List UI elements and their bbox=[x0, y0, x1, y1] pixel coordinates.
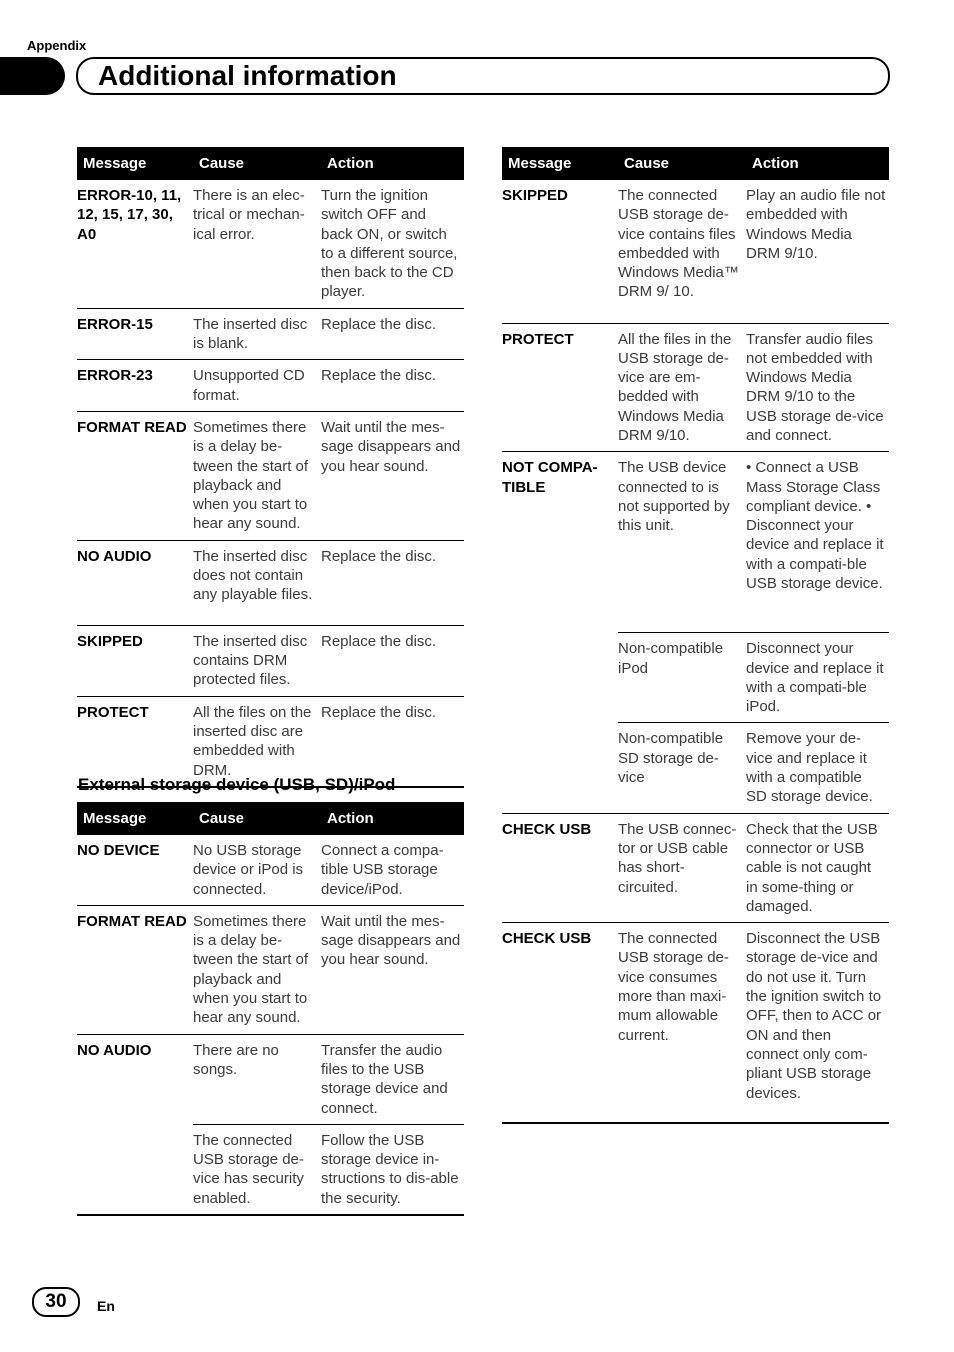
table-row bbox=[502, 723, 889, 813]
usb-section-heading: External storage device (USB, SD)/iPod bbox=[78, 775, 396, 794]
table-header-row bbox=[77, 147, 464, 180]
cell-action: Connect a compa-tible USB storage device/iPod. bbox=[321, 835, 464, 905]
cell-action: Replace the disc. bbox=[321, 625, 464, 696]
cell-message: NOT COMPA-TIBLE bbox=[502, 459, 598, 496]
cell-message: FORMAT READ bbox=[77, 905, 193, 1034]
table-row bbox=[77, 360, 464, 412]
title-bar bbox=[76, 57, 890, 95]
column-header-message: Message bbox=[502, 147, 618, 180]
cell-action: Transfer the audio files to the USB storage device and connect. bbox=[321, 1034, 464, 1124]
cell-cause: The inserted disc does not contain any playable files. bbox=[193, 540, 321, 625]
cell-message bbox=[77, 1124, 193, 1215]
section-label: Appendix bbox=[27, 38, 87, 53]
column-header-action: Action bbox=[321, 802, 464, 835]
table-row bbox=[502, 180, 889, 323]
table-row bbox=[77, 625, 464, 696]
disc-error-table bbox=[77, 147, 464, 788]
language-code: En bbox=[97, 1298, 115, 1314]
cell-message bbox=[502, 633, 618, 723]
usb-error-table bbox=[77, 802, 464, 1216]
column-header-action: Action bbox=[746, 147, 889, 180]
column-header-cause: Cause bbox=[193, 147, 321, 180]
table-row bbox=[77, 905, 464, 1034]
cell-action: Play an audio file not embedded with Windows Media DRM 9/10. bbox=[746, 180, 889, 323]
cell-action: Turn the ignition switch OFF and back ON, or switch to a different source, then back to the CD player. bbox=[321, 180, 464, 308]
cell-cause: The connected USB storage de-vice has security enabled. bbox=[193, 1124, 321, 1215]
cell-cause: The connected USB storage de-vice consumes more than maxi-mum allowable current. bbox=[618, 923, 746, 1123]
table-row bbox=[502, 813, 889, 922]
table-row bbox=[77, 540, 464, 625]
cell-action: Transfer audio files not embedded with Windows Media DRM 9/10 to the USB storage de-vice and connect. bbox=[746, 323, 889, 452]
cell-action: Replace the disc. bbox=[321, 540, 464, 625]
table-row bbox=[77, 180, 464, 308]
cell-action: Replace the disc. bbox=[321, 696, 464, 787]
cell-message: NO AUDIO bbox=[77, 540, 193, 625]
cell-cause: The connected USB storage de-vice contains files embedded with Windows Media™ DRM 9/ 10. bbox=[618, 180, 746, 323]
cell-message: PROTECT bbox=[502, 323, 618, 452]
table-row bbox=[77, 411, 464, 540]
table-row bbox=[77, 308, 464, 360]
cell-cause: No USB storage device or iPod is connected. bbox=[193, 835, 321, 905]
cell-message: ERROR-10, 11, 12, 15, 17, 30, A0 bbox=[77, 180, 193, 308]
table-row bbox=[77, 1034, 464, 1124]
table-row bbox=[502, 452, 889, 633]
cell-cause: The USB connec-tor or USB cable has short-circuited. bbox=[618, 813, 746, 922]
cell-cause: The inserted disc is blank. bbox=[193, 308, 321, 360]
cell-cause: The inserted disc contains DRM protected files. bbox=[193, 625, 321, 696]
title-tab-marker bbox=[0, 57, 65, 95]
cell-action: Follow the USB storage device in-structions to dis-able the security. bbox=[321, 1124, 464, 1215]
table-header-row bbox=[502, 147, 889, 180]
cell-message: SKIPPED bbox=[77, 625, 193, 696]
cell-cause: All the files in the USB storage de-vice are em-bedded with Windows Media DRM 9/10. bbox=[618, 323, 746, 452]
cell-cause: Non-compatible SD storage de-vice bbox=[618, 723, 746, 813]
cell-cause: Non-compatible iPod bbox=[618, 633, 746, 723]
cell-message: PROTECT bbox=[77, 696, 193, 787]
cell-action: Disconnect your device and replace it with a compati-ble iPod. bbox=[746, 633, 889, 723]
cell-message: SKIPPED bbox=[502, 180, 618, 323]
table-row bbox=[77, 696, 464, 787]
cell-cause: The USB device connected to is not supported by this unit. bbox=[618, 452, 746, 633]
table-row bbox=[77, 835, 464, 905]
cell-cause: All the files on the inserted disc are embedded with DRM. bbox=[193, 696, 321, 787]
cell-action: • Connect a USB Mass Storage Class compliant device. • Disconnect your device and replace it with a compati-ble USB storage device. bbox=[746, 452, 889, 633]
cell-action: Replace the disc. bbox=[321, 360, 464, 412]
column-header-action: Action bbox=[321, 147, 464, 180]
table-row bbox=[502, 633, 889, 723]
cell-message: FORMAT READ bbox=[77, 411, 193, 540]
cell-message: NO DEVICE bbox=[77, 835, 193, 905]
cell-message: NO AUDIO bbox=[77, 1041, 152, 1059]
cell-cause: Sometimes there is a delay be-tween the start of playback and when you start to hear any sound. bbox=[193, 411, 321, 540]
cell-action: Wait until the mes-sage disappears and you hear sound. bbox=[321, 411, 464, 540]
cell-action: Disconnect the USB storage de-vice and do not use it. Turn the ignition switch to OFF, then to ACC or ON and then connect only com-pliant USB storage devices. bbox=[746, 923, 889, 1123]
page-title: Additional information bbox=[98, 60, 397, 91]
table-row bbox=[502, 323, 889, 452]
column-header-message: Message bbox=[77, 802, 193, 835]
cell-cause: There is an elec-trical or mechan-ical error. bbox=[193, 180, 321, 308]
cell-message: CHECK USB bbox=[502, 813, 618, 922]
cell-cause: Sometimes there is a delay be-tween the start of playback and when you start to hear any sound. bbox=[193, 905, 321, 1034]
cell-cause: Unsupported CD format. bbox=[193, 360, 321, 412]
device-error-table bbox=[502, 147, 889, 1124]
page-number: 30 bbox=[32, 1287, 80, 1317]
cell-message: ERROR-15 bbox=[77, 308, 193, 360]
table-row bbox=[502, 923, 889, 1123]
cell-message: CHECK USB bbox=[502, 923, 618, 1123]
cell-message: ERROR-23 bbox=[77, 360, 193, 412]
column-header-message: Message bbox=[77, 147, 193, 180]
column-header-cause: Cause bbox=[618, 147, 746, 180]
table-header-row bbox=[77, 802, 464, 835]
cell-cause: There are no songs. bbox=[193, 1034, 321, 1124]
table-row bbox=[77, 1124, 464, 1215]
cell-message bbox=[502, 723, 618, 813]
cell-action: Check that the USB connector or USB cable is not caught in some-thing or damaged. bbox=[746, 813, 889, 922]
column-header-cause: Cause bbox=[193, 802, 321, 835]
cell-action: Wait until the mes-sage disappears and you hear sound. bbox=[321, 905, 464, 1034]
cell-action: Replace the disc. bbox=[321, 308, 464, 360]
cell-action: Remove your de-vice and replace it with a compatible SD storage device. bbox=[746, 723, 889, 813]
